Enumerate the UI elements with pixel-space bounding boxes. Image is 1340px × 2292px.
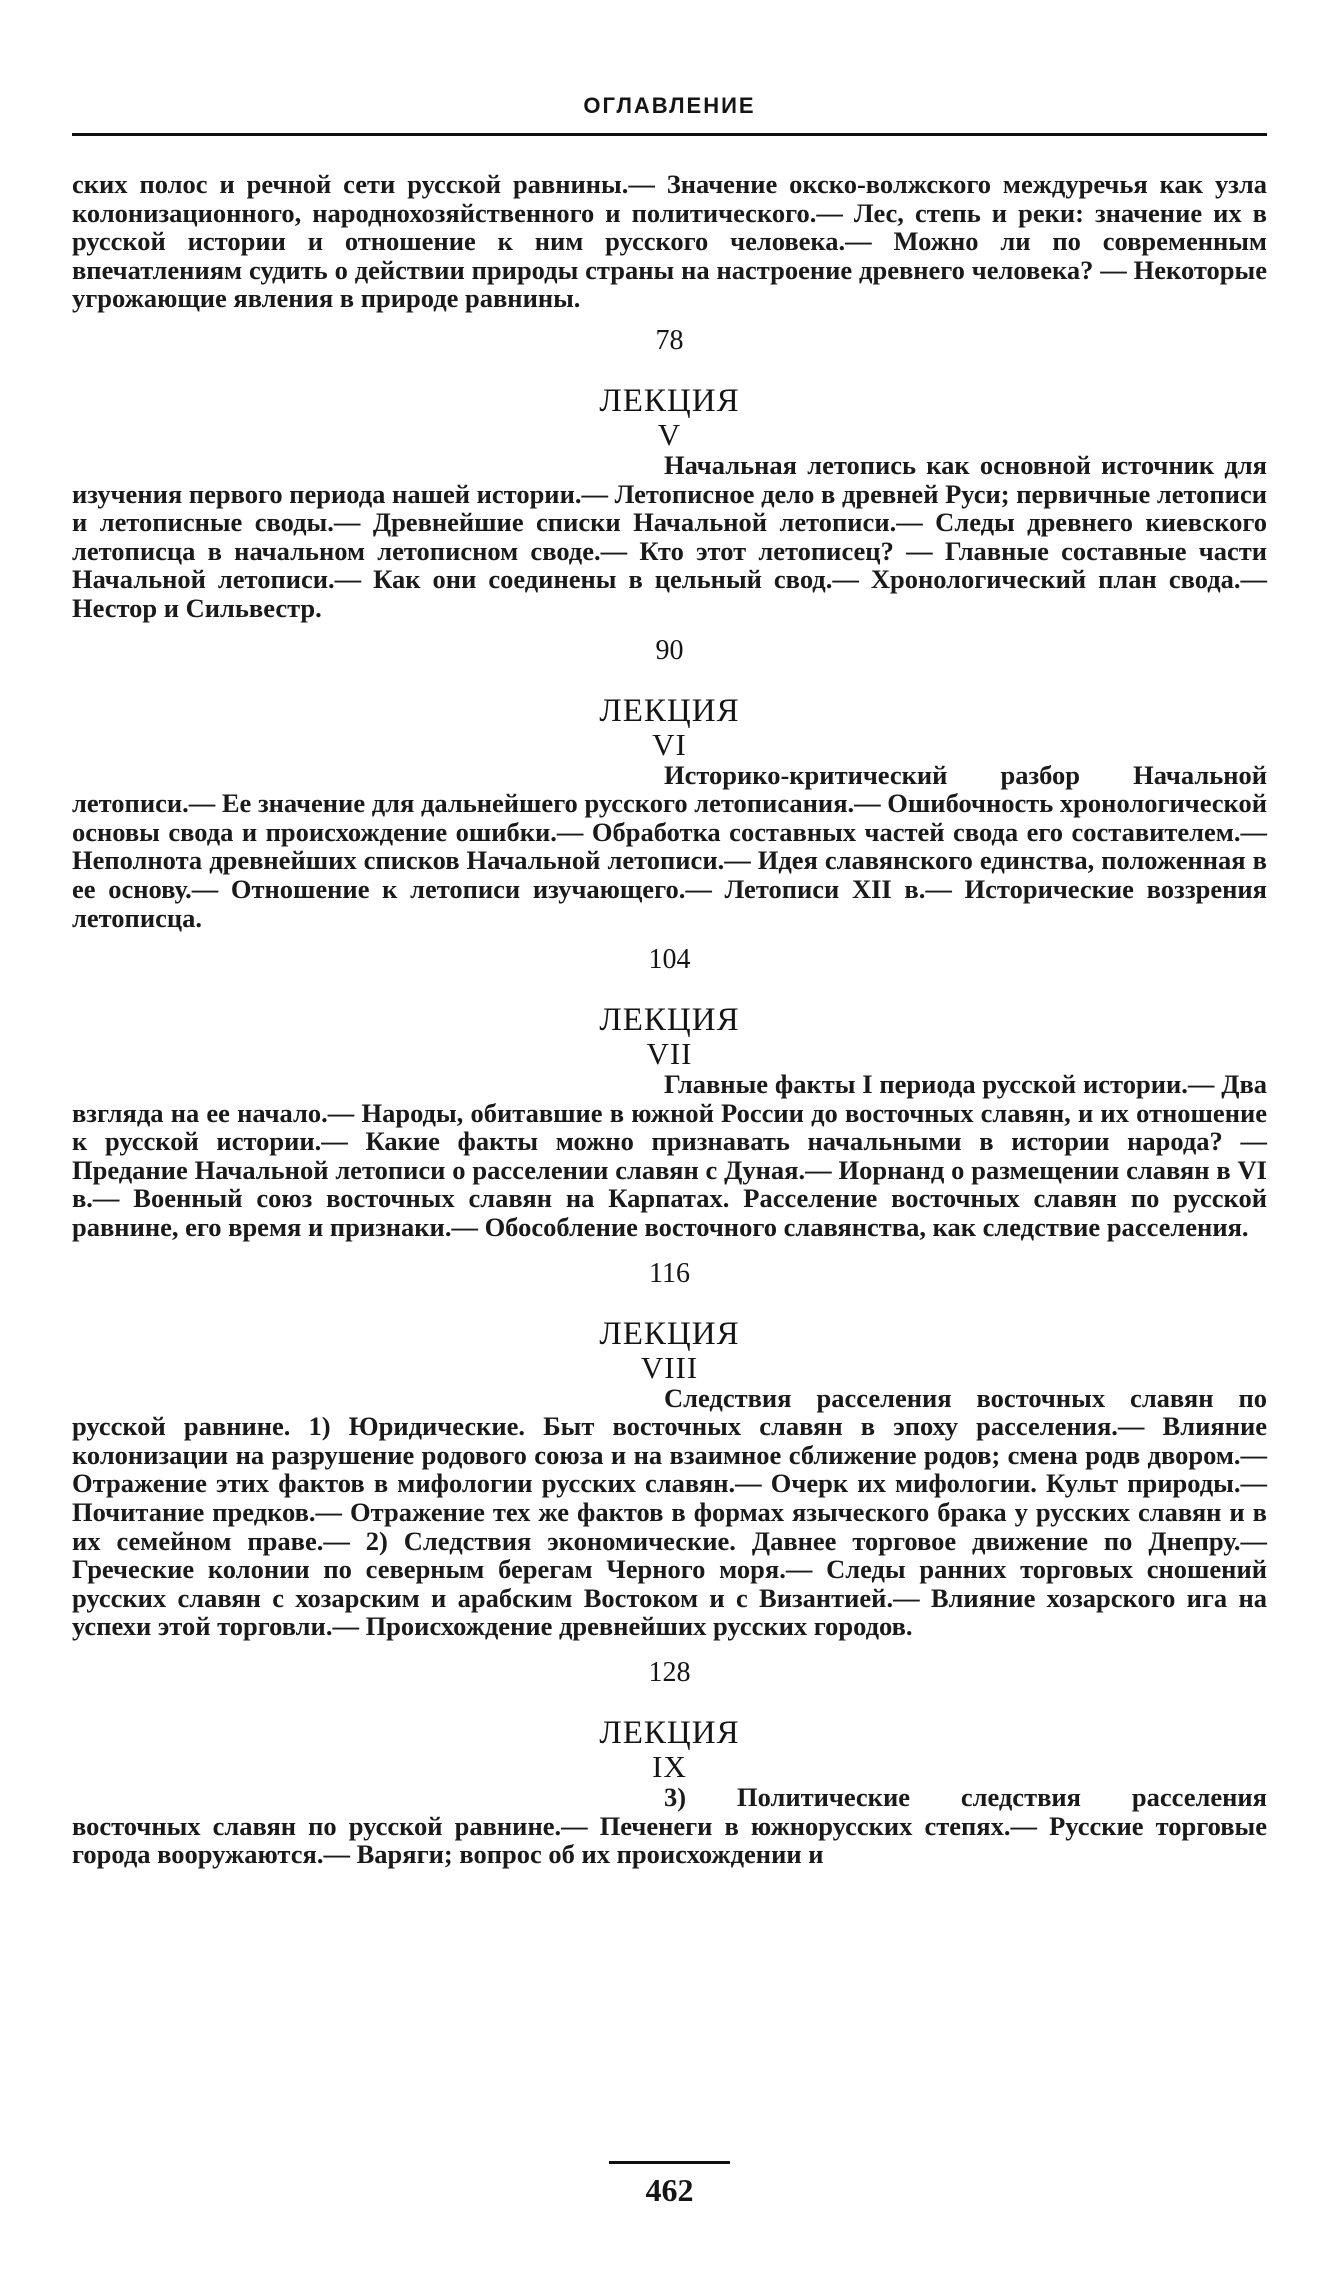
lecture-viii-number: VIII xyxy=(640,1349,699,1385)
footer-rule xyxy=(609,2161,730,2164)
lecture-v-number: V xyxy=(657,416,682,452)
lecture-viii-heading: ЛЕКЦИЯ xyxy=(599,1315,740,1352)
lecture-ix-summary: 3) Политические следствия расселения восточных славян по русской равнине.— Печенеги в южнорусских степях.— Русские торговые города вооружаются.— Варяги; вопрос об их происхождении и xyxy=(72,1782,1267,1870)
page-number: 462 xyxy=(645,2172,694,2208)
lecture-vi-heading: ЛЕКЦИЯ xyxy=(599,692,740,729)
lecture-vii-number: VII xyxy=(646,1036,693,1072)
lecture-viii-summary: Следствия расселения восточных славян по русской равнине. 1) Юридические. Быт восточных славян в эпоху расселения.— Влияние колонизации на разрушение родового союза и на взаимное сближение родов; смена родв двором.— Отражение этих фактов в мифологии русских славян.— Очерк их мифологии. Культ природы.— Почитание предков.— Отражение тех же фактов в формах языческого брака у русских славян и в их семейном праве.— 2) Следствия экономические. Давнее торговое движение по Днепру.— Греческие колонии по северным берегам Черного моря.— Следы ранних торговых сношений русских славян с хозарским и арабским Востоком и с Византией.— Влияние хозарского ига на успехи этой торговли.— Происхождение древнейших русских городов. xyxy=(72,1382,1267,1642)
lecture-v-heading: ЛЕКЦИЯ xyxy=(599,382,740,419)
lecture-viii-page-number: 116 xyxy=(649,1257,690,1289)
lecture-vi-page-number: 90 xyxy=(655,634,684,666)
lecture-v-summary: Начальная летопись как основной источник для изучения первого периода нашей истории.— Летописное дело в древней Руси; первичные летописи и летописные своды.— Древнейшие списки Начальной летописи.— Следы древнего киевского летописца в начальном летописном своде.— Кто этот летописец? — Главные составные части Начальной летописи.— Как они соединены в цельный свод.— Хронологический план свода.— Нестор и Сильвестр. xyxy=(72,449,1267,623)
lecture-vii-page-number: 104 xyxy=(648,944,691,976)
intro-paragraph: ских полос и речной сети русской равнины.— Значение окско-волжского междуречья как узла колонизационного, народнохозяйственного и политического.— Лес, степь и реки: значение их в русской истории и отношение к ним русского человека.— Можно ли по современным впечатлениям судить о действии природы страны на настроение древнего человека? — Некоторые угрожающие явления в природе равнины. xyxy=(72,169,1267,314)
lecture-vii-heading: ЛЕКЦИЯ xyxy=(599,1002,740,1039)
header-rule xyxy=(72,133,1267,136)
lecture-ix-heading: ЛЕКЦИЯ xyxy=(599,1715,740,1751)
running-head: ОГЛАВЛЕНИЕ xyxy=(583,93,756,118)
lecture-ix-number: IX xyxy=(652,1749,687,1784)
lecture-vi-number: VI xyxy=(652,726,687,762)
table-of-contents xyxy=(72,170,1267,1869)
lecture-ix-page-number: 128 xyxy=(648,1657,691,1688)
document-page xyxy=(72,0,1267,2292)
lecture-v-page-number: 78 xyxy=(655,324,684,356)
lecture-vi-summary: Историко-критический разбор Начальной летописи.— Ее значение для дальнейшего русского летописания.— Ошибочность хронологической основы свода и происхождение ошибки.— Обработка составных частей свода его составителем.— Неполнота древнейших списков Начальной летописи.— Идея славянского единства, положенная в ее основу.— Отношение к летописи изучающего.— Летописи XII в.— Исторические воззрения летописца. xyxy=(72,759,1267,933)
lecture-vii-summary: Главные факты I периода русской истории.— Два взгляда на ее начало.— Народы, обитавшие в южной России до восточных славян, и их отношение к русской истории.— Какие факты можно признавать начальными в истории народа? — Предание Начальной летописи о расселении славян с Дуная.— Иорнанд о размещении славян в VI в.— Военный союз восточных славян на Карпатах. Расселение восточных славян по русской равнине, его время и признаки.— Обособление восточного славянства, как следствие расселения. xyxy=(72,1069,1267,1243)
